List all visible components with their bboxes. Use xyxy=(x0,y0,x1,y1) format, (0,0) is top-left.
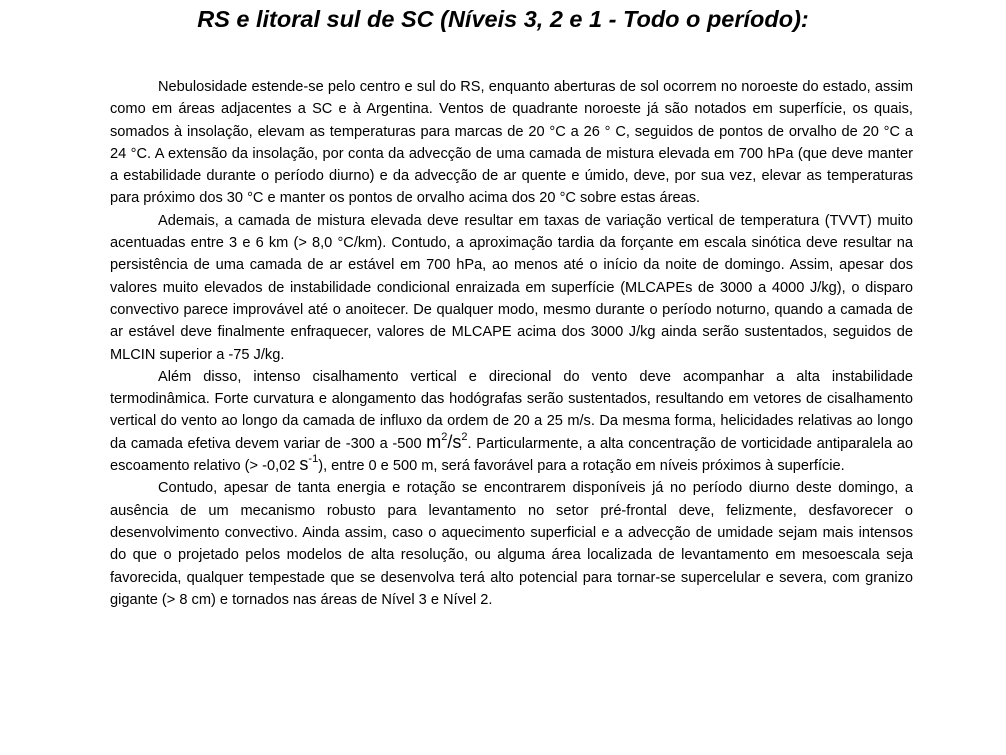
helicity-unit-m: m xyxy=(426,431,442,452)
paragraph-1: Nebulosidade estende-se pelo centro e sul do RS, enquanto aberturas de sol ocorrem no noroeste do estado, assim como em áreas adjacentes a SC e à Argentina. Ventos de quadrante noroeste já são notados em superfície, os quais, somados à insolação, elevam as temperaturas para marcas de 20 °C a 26 ° C, seguidos de pontos de orvalho de 20 °C a 24 °C. A extensão da insolação, por conta da advecção de uma camada de mistura elevada em 700 hPa (que deve manter a estabilidade durante o período diurno) e da advecção de ar quente e úmido, deve, por sua vez, elevar as temperaturas para próximo dos 30 °C e manter os pontos de orvalho acima dos 20 °C sobre estas áreas. xyxy=(110,79,913,207)
document-title: RS e litoral sul de SC (Níveis 3, 2 e 1 - Todo o período): xyxy=(197,6,809,32)
paragraph-3-text-c: ), entre 0 e 500 m, será favorável para a rotação em níveis próximos à superfície. xyxy=(318,458,845,475)
paragraph-3-text-a: Além disso, intenso cisalhamento vertical e direcional do vento deve acompanhar a alta instabilidade termodinâmica. Forte curvatura e alongamento das hodógrafas serão sustentados, resultando em vetores de cisalhamento vertical do vento ao longo da camada de influxo da ordem de 20 a 25 m/s. Da mesma forma, helicidades relativas ao longo da camada efetiva devem variar de -300 a -500 xyxy=(110,368,913,452)
vorticity-unit-s: s xyxy=(299,454,309,475)
paragraph-4: Contudo, apesar de tanta energia e rotação se encontrarem disponíveis já no período diurno deste domingo, a ausência de um mecanismo robusto para levantamento no setor pré-frontal deve, felizmente, desfavorecer o desenvolvimento convectivo. Ainda assim, caso o aquecimento superficial e a advecção de umidade sejam mais intensos do que o projetado pelos modelos de alta resolução, ou alguma área localizada de levantamento em mesoescala seja favorecida, qualquer tempestade que se desenvolva terá alto potencial para tornar-se supercelular e severa, com granizo gigante (> 8 cm) e tornados nas áreas de Nível 3 e Nível 2. xyxy=(110,480,913,608)
helicity-unit-exp-m: 2 xyxy=(441,430,448,443)
helicity-unit xyxy=(426,432,467,452)
document-body xyxy=(110,76,913,611)
paragraph-2: Ademais, a camada de mistura elevada deve resultar em taxas de variação vertical de temperatura (TVVT) muito acentuadas entre 3 e 6 km (> 8,0 °C/km). Contudo, a aproximação tardia da forçante em escala sinótica deve resultar na persistência de uma camada de ar estável em 700 hPa, ao menos até o início da noite de domingo. Assim, apesar dos valores muito elevados de instabilidade condicional enraizada em superfície (MLCAPEs de 3000 a 4000 J/kg), o disparo convectivo parece improvável até o anoitecer. De qualquer modo, mesmo durante o período noturno, quando a camada de ar estável deve finalmente enfraquecer, valores de MLCAPE acima dos 3000 J/kg ainda serão sustentados, seguidos de MLCIN superior a -75 J/kg. xyxy=(110,212,913,363)
paragraph-3-text-b: . Particularmente, a alta concentração de vorticidade antiparalela ao escoamento relativo (> -0,02 xyxy=(110,435,914,475)
vorticity-unit-exp: -1 xyxy=(308,453,319,466)
helicity-unit-exp-s: 2 xyxy=(461,430,468,443)
helicity-unit-slash-s: /s xyxy=(447,431,462,452)
paragraph-3 xyxy=(110,366,913,477)
vorticity-unit xyxy=(299,454,318,474)
